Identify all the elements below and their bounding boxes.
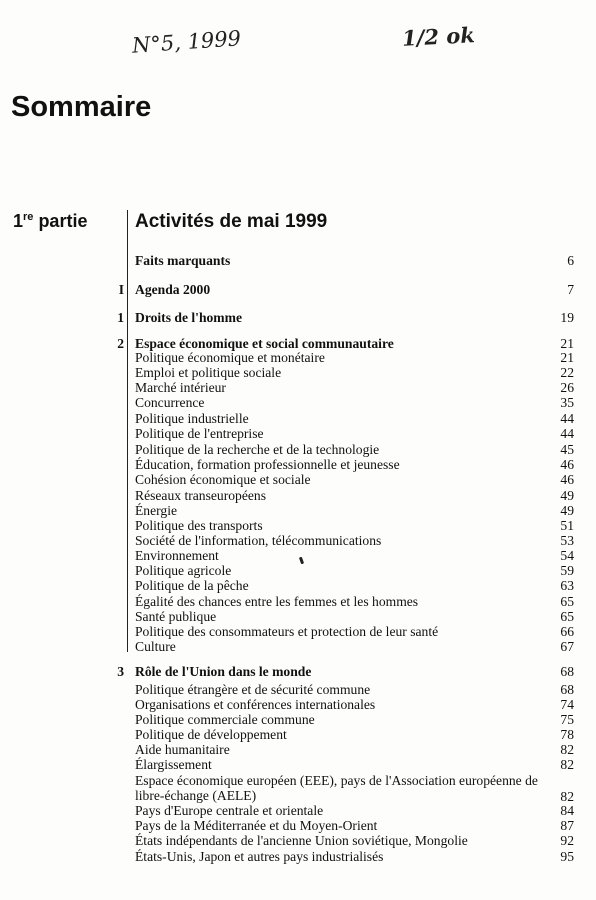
toc-entry-label: Pays de la Méditerranée et du Moyen-Orient bbox=[135, 818, 378, 833]
toc-entry-label: États-Unis, Japon et autres pays industrialisés bbox=[135, 849, 384, 864]
toc-entry-page: 78 bbox=[560, 727, 574, 742]
toc-entry-row bbox=[0, 563, 596, 579]
toc-entry-label: Politique de la recherche et de la technologie bbox=[135, 442, 380, 457]
toc-entry-page: 45 bbox=[560, 442, 574, 457]
toc-entry-page: 49 bbox=[560, 503, 574, 518]
toc-entry-page: 82 bbox=[560, 757, 574, 772]
toc-entry-row bbox=[0, 578, 596, 594]
toc-entry-label: Politique de développement bbox=[135, 727, 287, 742]
toc-entry-label: Société de l'information, télécommunications bbox=[135, 533, 382, 548]
toc-entry-label: Politique industrielle bbox=[135, 411, 249, 426]
toc-entry-row bbox=[0, 624, 596, 640]
toc-entry-row bbox=[0, 727, 596, 743]
toc-entry-row bbox=[0, 712, 596, 728]
page-title: Sommaire bbox=[11, 91, 152, 123]
toc-entry-label: Emploi et politique sociale bbox=[135, 365, 282, 380]
toc-entry-page: 19 bbox=[560, 310, 574, 325]
toc-entry-row bbox=[0, 488, 596, 504]
toc-entry-page: 66 bbox=[560, 624, 574, 639]
toc-entry-label: États indépendants de l'ancienne Union soviétique, Mongolie bbox=[135, 833, 468, 848]
toc-entry-label: Environnement bbox=[135, 548, 219, 563]
toc-entry-label: Énergie bbox=[135, 503, 178, 518]
toc-entry-page: 67 bbox=[560, 639, 574, 654]
handwritten-issue-note: N°5, 1999 bbox=[131, 26, 242, 58]
toc-entry-row bbox=[0, 426, 596, 442]
toc-entry-label: Faits marquants bbox=[135, 253, 231, 268]
toc-entry-page: 35 bbox=[560, 395, 574, 410]
toc-entry-page: 82 bbox=[560, 789, 574, 804]
toc-entry-page: 44 bbox=[560, 426, 574, 441]
toc-entry-label: Politique des consommateurs et protection de leur santé bbox=[135, 624, 439, 639]
toc-entry-number: 2 bbox=[117, 336, 124, 351]
toc-entry-label: Politique étrangère et de sécurité commune bbox=[135, 682, 371, 697]
toc-entry-row bbox=[0, 350, 596, 366]
toc-entry-page: 46 bbox=[560, 472, 574, 487]
toc-entry-page: 21 bbox=[560, 350, 574, 365]
toc-entry-row bbox=[0, 682, 596, 698]
part-ordinal-suffix: re bbox=[23, 211, 34, 223]
toc-entry-label: Concurrence bbox=[135, 395, 205, 410]
toc-entry-label: Espace économique européen (EEE), pays de l'Association européenne de libre-échange (AELE) bbox=[135, 773, 538, 803]
toc-entry-page: 22 bbox=[560, 365, 574, 380]
toc-entry-label: Politique de la pêche bbox=[135, 578, 249, 593]
toc-entry-row bbox=[0, 518, 596, 534]
toc-entry-row bbox=[0, 472, 596, 488]
toc-entry-row bbox=[0, 365, 596, 381]
toc-entry-row bbox=[0, 803, 596, 819]
toc-entry-label: Politique des transports bbox=[135, 518, 263, 533]
toc-entry-row bbox=[0, 742, 596, 758]
toc-entry-page: 68 bbox=[560, 664, 574, 679]
toc-entry-page: 53 bbox=[560, 533, 574, 548]
toc-entry-row bbox=[0, 757, 596, 773]
handwritten-ok-note: 1/2 ok bbox=[401, 22, 476, 51]
toc-entry-page: 95 bbox=[560, 849, 574, 864]
toc-heading-row bbox=[0, 310, 596, 326]
toc-entry-page: 84 bbox=[560, 803, 574, 818]
toc-entry-label: Politique économique et monétaire bbox=[135, 350, 325, 365]
toc-entry-row bbox=[0, 833, 596, 849]
toc-entry-label: Élargissement bbox=[135, 757, 212, 772]
toc-entry-label: Agenda 2000 bbox=[135, 282, 211, 297]
toc-entry-row bbox=[0, 849, 596, 865]
toc-entry-row bbox=[0, 697, 596, 713]
toc-entry-label: Rôle de l'Union dans le monde bbox=[135, 664, 312, 679]
toc-entry-page: 46 bbox=[560, 457, 574, 472]
toc-entry-label: Cohésion économique et sociale bbox=[135, 472, 311, 487]
toc-entry-page: 87 bbox=[560, 818, 574, 833]
part-word: partie bbox=[38, 211, 88, 231]
toc-entry-page: 74 bbox=[560, 697, 574, 712]
toc-entry-page: 75 bbox=[560, 712, 574, 727]
toc-entry-label: Organisations et conférences internationales bbox=[135, 697, 376, 712]
toc-heading-row bbox=[0, 664, 596, 680]
toc-entry-page: 82 bbox=[560, 742, 574, 757]
toc-entry-row bbox=[0, 503, 596, 519]
toc-entry-label: Santé publique bbox=[135, 609, 217, 624]
toc-heading-row bbox=[0, 282, 596, 298]
toc-entry-page: 65 bbox=[560, 594, 574, 609]
toc-entry-page: 68 bbox=[560, 682, 574, 697]
toc-entry-row bbox=[0, 395, 596, 411]
toc-entry-label: Droits de l'homme bbox=[135, 310, 242, 325]
toc-entry-page: 49 bbox=[560, 488, 574, 503]
toc-entry-page: 63 bbox=[560, 578, 574, 593]
toc-entry-row bbox=[0, 380, 596, 396]
toc-entry-page: 26 bbox=[560, 380, 574, 395]
toc-entry-row bbox=[0, 773, 596, 805]
toc-entry-page: 21 bbox=[560, 336, 574, 351]
toc-entry-page: 65 bbox=[560, 609, 574, 624]
toc-entry-row bbox=[0, 609, 596, 625]
toc-entry-label: Culture bbox=[135, 639, 176, 654]
toc-entry-number: 1 bbox=[117, 310, 124, 325]
section-title: Activités de mai 1999 bbox=[135, 211, 328, 232]
toc-entry-row bbox=[0, 411, 596, 427]
toc-entry-row bbox=[0, 442, 596, 458]
toc-entry-label: Éducation, formation professionnelle et jeunesse bbox=[135, 457, 400, 472]
toc-entry-page: 7 bbox=[567, 282, 574, 297]
toc-entry-page: 6 bbox=[567, 253, 574, 268]
toc-entry-label: Espace économique et social communautaire bbox=[135, 336, 394, 351]
toc-entry-page: 59 bbox=[560, 563, 574, 578]
toc-entry-page: 51 bbox=[560, 518, 574, 533]
toc-entry-label: Marché intérieur bbox=[135, 380, 226, 395]
toc-entry-row bbox=[0, 818, 596, 834]
toc-entry-label: Pays d'Europe centrale et orientale bbox=[135, 803, 324, 818]
toc-heading-row bbox=[0, 253, 596, 269]
toc-entry-page: 92 bbox=[560, 833, 574, 848]
part-label bbox=[13, 211, 87, 232]
toc-entry-row bbox=[0, 639, 596, 655]
toc-entry-label: Égalité des chances entre les femmes et les hommes bbox=[135, 594, 419, 609]
toc-entry-label: Politique de l'entreprise bbox=[135, 426, 264, 441]
toc-entry-label: Aide humanitaire bbox=[135, 742, 230, 757]
toc-entry-row bbox=[0, 533, 596, 549]
part-number: 1 bbox=[13, 211, 24, 231]
toc-entry-page: 54 bbox=[560, 548, 574, 563]
toc-entry-row bbox=[0, 594, 596, 610]
toc-entry-row bbox=[0, 457, 596, 473]
toc-entry-number: I bbox=[118, 282, 124, 297]
toc-entry-number: 3 bbox=[117, 664, 124, 679]
toc-entry-label: Réseaux transeuropéens bbox=[135, 488, 266, 503]
toc-entry-row bbox=[0, 548, 596, 564]
toc-entry-page: 44 bbox=[560, 411, 574, 426]
toc-entry-label: Politique commerciale commune bbox=[135, 712, 315, 727]
toc-entry-label: Politique agricole bbox=[135, 563, 232, 578]
